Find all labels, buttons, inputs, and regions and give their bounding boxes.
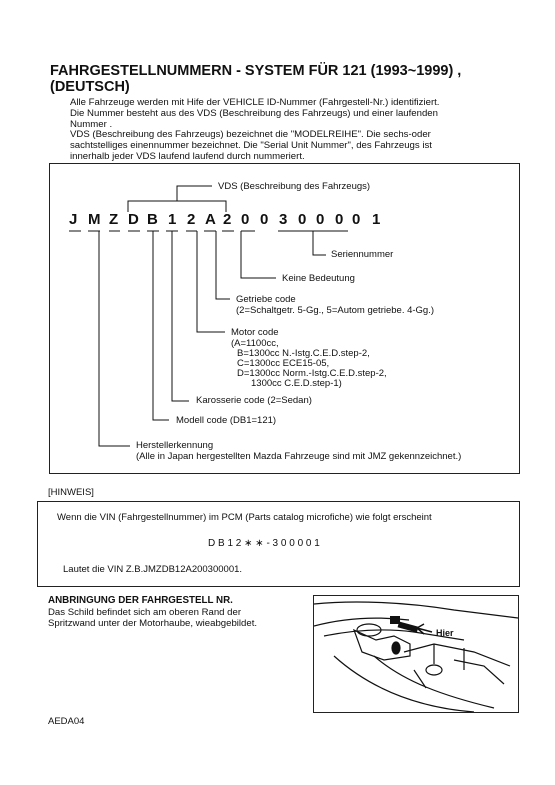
vin-char: 3: [279, 211, 288, 228]
label-karosserie: Karosserie code (2=Sedan): [196, 395, 312, 406]
label-hersteller-detail: (Alle in Japan hergestellten Mazda Fahrzeuge sind mit JMZ gekennzeichnet.): [136, 451, 462, 462]
vin-char: 0: [260, 211, 269, 228]
mounting-text: Spritzwand unter der Motorhaube, wieabgebildet.: [48, 618, 258, 629]
vin-char: 0: [298, 211, 307, 228]
label-motor-line: D=1300cc Norm.-Istg.C.E.D.step-2,: [237, 368, 387, 379]
label-getriebe-detail: (2=Schaltgetr. 5-Gg., 5=Autom getriebe. 4-Gg.): [236, 305, 435, 316]
hinweis-code: D B 1 2 ∗ ∗ - 3 0 0 0 0 1: [208, 538, 320, 549]
intro-line: sachtstelliges einennummer bezeichnet. Die "Serial Unit Nummer", des Fahrzeugs ist: [70, 140, 432, 151]
leader-keine-bedeutung: [241, 231, 276, 278]
label-hersteller-title: Herstellerkennung: [136, 440, 214, 451]
label-motor-line: 1300cc C.E.D.step-1): [251, 378, 342, 389]
vin-char: 1: [372, 211, 381, 228]
label-modell: Modell code (DB1=121): [176, 415, 277, 426]
label-motor-line: C=1300cc ECE15-05,: [237, 358, 330, 369]
document-code: AEDA04: [48, 716, 85, 727]
label-keine-bedeutung: Keine Bedeutung: [282, 273, 355, 284]
vin-char: J: [69, 211, 78, 228]
mounting-title: ANBRINGUNG DER FAHRGESTELL NR.: [48, 595, 233, 606]
leader-hersteller: [99, 231, 130, 446]
intro-line: Die Nummer besteht aus des VDS (Beschreibung des Fahrzeugs) und einer laufenden: [70, 108, 438, 119]
intro-line: Alle Fahrzeuge werden mit Hife der VEHICLE ID-Nummer (Fahrgestell-Nr.) identifiziert.: [70, 97, 440, 108]
intro-line: innerhalb jeder VDS laufend laufend durch nummeriert.: [70, 151, 305, 162]
engine-bay-illustration: [313, 595, 519, 713]
hinweis-label: [HINWEIS]: [48, 487, 94, 498]
hinweis-box: [37, 501, 520, 587]
vin-char: Z: [109, 211, 119, 228]
vin-char: B: [147, 211, 158, 228]
vin-plate-marker: [390, 616, 400, 624]
vds-label: VDS (Beschreibung des Fahrzeugs): [218, 181, 371, 192]
label-motor-line: B=1300cc N.-Istg.C.E.D.step-2,: [237, 348, 370, 359]
label-motor-title: Motor code: [231, 327, 279, 338]
vin-diagram: [49, 163, 520, 474]
vin-char: A: [205, 211, 216, 228]
vin-char: 2: [187, 211, 196, 228]
vin-char: 2: [223, 211, 232, 228]
vin-char: 0: [335, 211, 344, 228]
vin-char: 0: [316, 211, 325, 228]
vin-char: 0: [241, 211, 250, 228]
vin-char: 1: [168, 211, 177, 228]
label-motor-line: (A=1100cc,: [231, 338, 279, 349]
intro-line: Nummer .: [70, 119, 113, 130]
hinweis-line: Lautet die VIN Z.B.JMZDB12A200300001.: [63, 564, 243, 575]
vin-char: D: [128, 211, 139, 228]
vin-char: M: [88, 211, 101, 228]
leader-motor: [197, 231, 225, 332]
vin-char: 0: [352, 211, 361, 228]
leader-modell: [153, 231, 169, 420]
leader-getriebe: [216, 231, 230, 299]
page-title: FAHRGESTELLNUMMERN - SYSTEM FÜR 121 (1993~1999) , (DEUTSCH): [50, 63, 462, 95]
hier-label: Hier: [436, 628, 454, 638]
leader-seriennummer: [313, 231, 326, 255]
vds-leader: [177, 186, 212, 201]
label-seriennummer: Seriennummer: [331, 249, 394, 260]
engine-bay-drawing: [314, 596, 518, 712]
label-getriebe-title: Getriebe code: [236, 294, 296, 305]
intro-line: VDS (Beschreibung des Fahrzeugs) bezeichnet die "MODELREIHE". Die sechs-oder: [70, 129, 431, 140]
mounting-text: Das Schild befindet sich am oberen Rand der: [48, 607, 242, 618]
leader-karosserie: [172, 231, 189, 401]
hinweis-line: Wenn die VIN (Fahrgestellnummer) im PCM (Parts catalog microfiche) wie folgt erscheint: [57, 512, 432, 523]
